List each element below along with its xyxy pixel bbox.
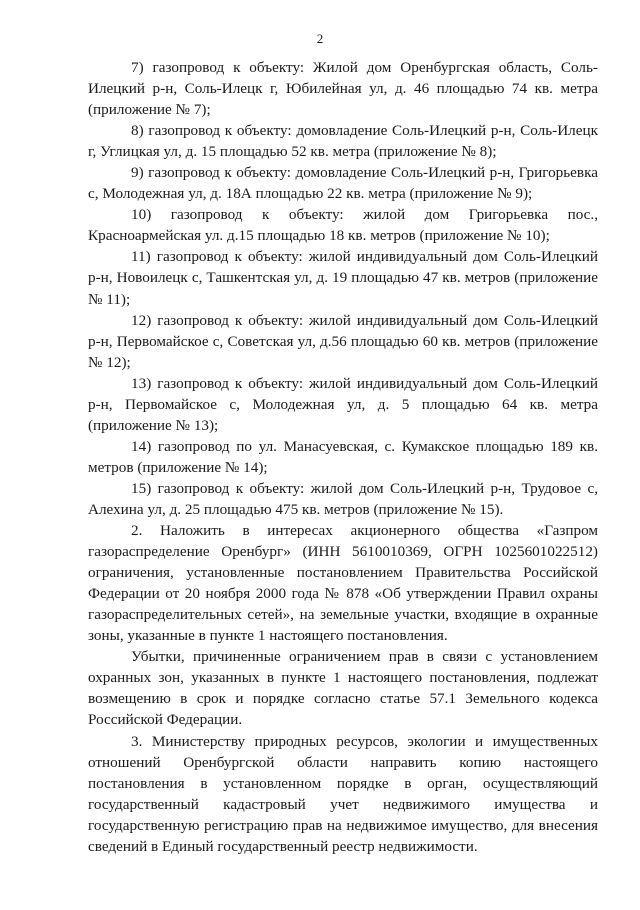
list-item-8: 8) газопровод к объекту: домовладение Соль-Илецкий р-н, Соль-Илецк г, Углицкая ул, д. 15 площадью 52 кв. метра (приложение № 8);: [88, 122, 598, 161]
list-item-14: 14) газопровод по ул. Манасуевская, с. Кумакское площадью 189 кв. метров (приложение № 14);: [88, 437, 598, 476]
section-2-paragraph: 2. Наложить в интересах акционерного общества «Газпром газораспределение Оренбург» (ИНН 5610010369, ОГРН 1025601022512) ограничения, установленные постановлением Правительства Российской Федерации от 20 ноября 2000 года № 878 «Об утверждении Правил охраны газораспределительных сетей», на земельные участки, входящие в охранные зоны, указанные в пункте 1 настоящего постановления.: [88, 522, 598, 645]
list-item-13: 13) газопровод к объекту: жилой индивидуальный дом Соль-Илецкий р-н, Первомайское с, Молодежная ул, д. 5 площадью 64 кв. метра (приложение № 13);: [88, 374, 598, 434]
list-item-7: 7) газопровод к объекту: Жилой дом Оренбургская область, Соль-Илецкий р-н, Соль-Илецк г, Юбилейная ул, д. 46 площадью 74 кв. метра (приложение № 7);: [88, 59, 598, 119]
document-body: [88, 57, 598, 857]
list-item-12: 12) газопровод к объекту: жилой индивидуальный дом Соль-Илецкий р-н, Первомайское с, Советская ул, д.56 площадью 60 кв. метров (приложение № 12);: [88, 311, 598, 371]
section-3-paragraph: 3. Министерству природных ресурсов, экологии и имущественных отношений Оренбургской области направить копию настоящего постановления в установленном порядке в орган, осуществляющий государственный кадастровый учет недвижимого имущества и государственную регистрацию прав на недвижимое имущество, для внесения сведений в Единый государственный реестр недвижимости.: [88, 732, 598, 855]
list-item-10: 10) газопровод к объекту: жилой дом Григорьевка пос., Красноармейская ул. д.15 площадью 18 кв. метров (приложение № 10);: [88, 206, 598, 245]
list-item-15: 15) газопровод к объекту: жилой дом Соль-Илецкий р-н, Трудовое с, Алехина ул, д. 25 площадью 475 кв. метров (приложение № 15).: [88, 479, 598, 518]
list-item-11: 11) газопровод к объекту: жилой индивидуальный дом Соль-Илецкий р-н, Новоилецк с, Ташкентская ул, д. 19 площадью 47 кв. метров (приложение № 11);: [88, 248, 598, 308]
list-item-9: 9) газопровод к объекту: домовладение Соль-Илецкий р-н, Григорьевка с, Молодежная ул, д. 18А площадью 22 кв. метра (приложение № 9);: [88, 164, 598, 203]
page-number: 2: [316, 31, 324, 46]
damages-paragraph: Убытки, причиненные ограничением прав в связи с установлением охранных зон, указанных в пункте 1 настоящего постановления, подлежат возмещению в срок и порядке согласно статье 57.1 Земельного кодекса Российской Федерации.: [88, 648, 598, 729]
